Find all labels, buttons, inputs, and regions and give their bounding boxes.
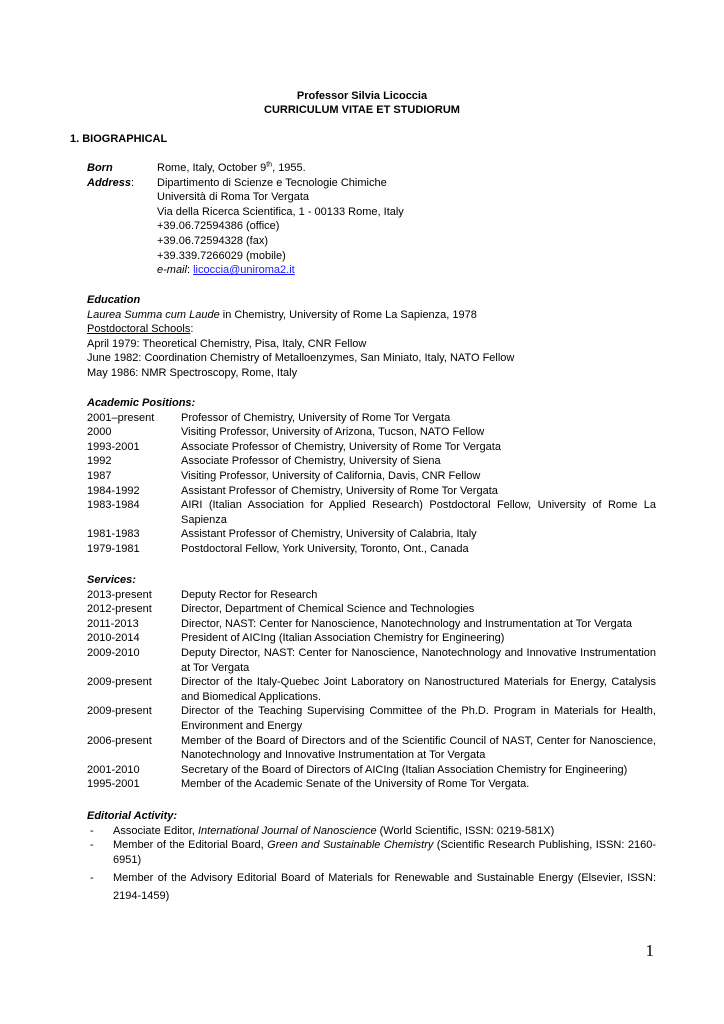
service-role: Director, Department of Chemical Science and Technologies [181,603,475,616]
service-role: Director, NAST: Center for Nanoscience, Nanotechnology and Instrumentation at Tor Vergata [181,617,633,630]
service-role: Secretary of the Board of Directors of AICIng (Italian Association Chemistry for Engineering) [181,763,628,776]
academic-row [87,498,656,527]
page-number: 1 [645,941,654,960]
born-date: Rome, Italy, October 9 [157,162,267,174]
address-lines [157,176,404,278]
academic-position: Visiting Professor, University of California, Davis, CNR Fellow [181,469,481,482]
service-role: Director of the Teaching Supervising Committee of the Ph.D. Program in Materials for Health, Environment and Energy [181,705,656,732]
cv-author-name: Professor Silvia Licoccia [296,90,428,102]
postdoc-item: May 1986: NMR Spectroscopy, Rome, Italy [87,366,298,379]
phone-office: +39.06.72594386 (office) [157,220,280,233]
education-block [87,293,656,381]
academic-years: 2001–present [87,411,155,424]
education-degree [87,308,656,323]
academic-years: 1981-1983 [87,528,140,541]
service-years: 2006-present [87,734,152,747]
editorial-block [87,809,656,905]
born-date-suffix: th [266,161,273,169]
section-biographical-heading: 1. BIOGRAPHICAL [70,133,168,145]
service-row [87,588,656,603]
address-row [87,176,404,278]
academic-years: 1992 [87,455,112,468]
academic-heading: Academic Positions: [87,397,196,409]
service-role: Director of the Italy-Quebec Joint Laboratory on Nanostructured Materials for Energy, Catalysis and Biomedical Applications. [181,676,656,703]
academic-position: Assistant Professor of Chemistry, University of Calabria, Italy [181,528,477,541]
born-value [157,161,404,176]
academic-position: AIRI (Italian Association for Applied Research) Postdoctoral Fellow, University of Rome La Sapienza [181,499,656,526]
address-line: Dipartimento di Scienze e Tecnologie Chimiche [157,176,387,189]
service-row [87,763,656,778]
service-role: Member of the Board of Directors and of the Scientific Council of NAST, Center for Nanoscience, Nanotechnology and Innovative Instrumentation at Tor Vergata [181,734,656,762]
phone-fax: +39.06.72594328 (fax) [157,234,269,247]
editorial-text-post: (Scientific Research Publishing, ISSN: 2160-6951) [113,839,656,866]
born-row [87,161,404,176]
bullet-dash: - [90,839,94,852]
academic-years: 1993-2001 [87,440,140,453]
academic-position: Associate Professor of Chemistry, University of Siena [181,455,441,468]
academic-row [87,411,656,426]
email-label: e-mail [157,264,187,277]
service-row [87,734,656,763]
born-label: Born [87,162,113,174]
address-label: Address [87,176,132,189]
service-row [87,602,656,617]
postdoc-label-line: Postdoctoral Schools: [87,323,194,336]
service-row [87,646,656,675]
bullet-dash: - [90,824,94,837]
service-role: Member of the Academic Senate of the University of Rome Tor Vergata. [181,778,530,791]
services-heading: Services: [87,574,136,586]
service-years: 2012-present [87,603,152,616]
email-line: e-mail: licoccia@uniroma2.it [157,264,295,277]
address-colon: : [131,176,135,189]
academic-position: Associate Professor of Chemistry, University of Rome Tor Vergata [181,440,501,453]
editorial-item [87,824,656,839]
born-year: , 1955. [272,162,306,174]
address-line: Università di Roma Tor Vergata [157,191,310,204]
academic-positions-block [87,396,656,557]
editorial-item [87,869,656,905]
service-years: 1995-2001 [87,778,140,791]
service-row [87,704,656,733]
postdoc-item: June 1982: Coordination Chemistry of Metalloenzymes, San Miniato, Italy, NATO Fellow [87,352,515,365]
editorial-item [87,838,656,867]
service-row [87,617,656,632]
academic-row [87,454,656,469]
editorial-text-pre: Member of the Advisory Editorial Board of Materials for Renewable and Sustainable Energy (Elsevier, ISSN: 2194-1459) [113,872,656,903]
cv-title: CURRICULUM VITAE ET STUDIORUM [264,104,460,116]
service-years: 2011-2013 [87,617,139,630]
bullet-dash: - [90,872,94,885]
academic-years: 1979-1981 [87,542,140,555]
postdoc-item: April 1979: Theoretical Chemistry, Pisa, Italy, CNR Fellow [87,337,367,350]
editorial-item-text [113,824,656,839]
phone-mobile: +39.339.7266029 (mobile) [157,249,286,262]
service-row [87,777,656,792]
academic-row [87,469,656,484]
academic-row [87,440,656,455]
service-role: Deputy Rector for Research [181,588,318,601]
academic-years: 1987 [87,469,112,482]
service-years: 2001-2010 [87,763,140,776]
academic-row [87,527,656,542]
degree-italic: Laurea Summa cum Laude [87,308,220,321]
academic-years: 2000 [87,426,112,439]
academic-position: Assistant Professor of Chemistry, University of Rome Tor Vergata [181,484,498,497]
service-role: President of AICIng (Italian Association Chemistry for Engineering) [181,632,505,645]
service-years: 2009-present [87,676,152,689]
address-line: Via della Ricerca Scientifica, 1 - 00133 Rome, Italy [157,205,404,218]
journal-name: International Journal of Nanoscience [198,824,377,837]
editorial-text-pre: Member of the Editorial Board, [113,839,268,852]
editorial-text-post: (World Scientific, ISSN: 0219-581X) [376,824,555,837]
editorial-text-pre: Associate Editor, [113,824,198,837]
academic-row [87,425,656,440]
journal-name: Green and Sustainable Chemistry [267,839,434,852]
degree-rest: in Chemistry, University of Rome La Sapienza, 1978 [219,308,477,321]
academic-position: Visiting Professor, University of Arizona, Tucson, NATO Fellow [181,426,485,439]
service-role: Deputy Director, NAST: Center for Nanoscience, Nanotechnology and Innovative Instrumentation at Tor Vergata [181,646,656,674]
address-label-wrap [87,176,157,278]
service-row [87,675,656,704]
services-block [87,573,656,792]
editorial-heading: Editorial Activity: [87,810,178,822]
editorial-item-text [113,838,656,867]
academic-position: Postdoctoral Fellow, York University, Toronto, Ont., Canada [181,542,469,555]
bio-block [87,161,404,278]
service-row [87,631,656,646]
academic-years: 1984-1992 [87,484,140,497]
academic-row [87,542,656,557]
academic-years: 1983-1984 [87,499,140,512]
service-years: 2009-present [87,705,152,718]
email-link[interactable]: licoccia@uniroma2.it [193,264,295,277]
academic-row [87,484,656,499]
academic-position: Professor of Chemistry, University of Rome Tor Vergata [181,411,451,424]
editorial-item-text [113,869,656,905]
service-years: 2009-2010 [87,646,140,659]
service-years: 2013-present [87,588,152,601]
postdoc-label: Postdoctoral Schools [87,323,191,336]
education-heading: Education [87,294,141,306]
service-years: 2010-2014 [87,632,140,645]
